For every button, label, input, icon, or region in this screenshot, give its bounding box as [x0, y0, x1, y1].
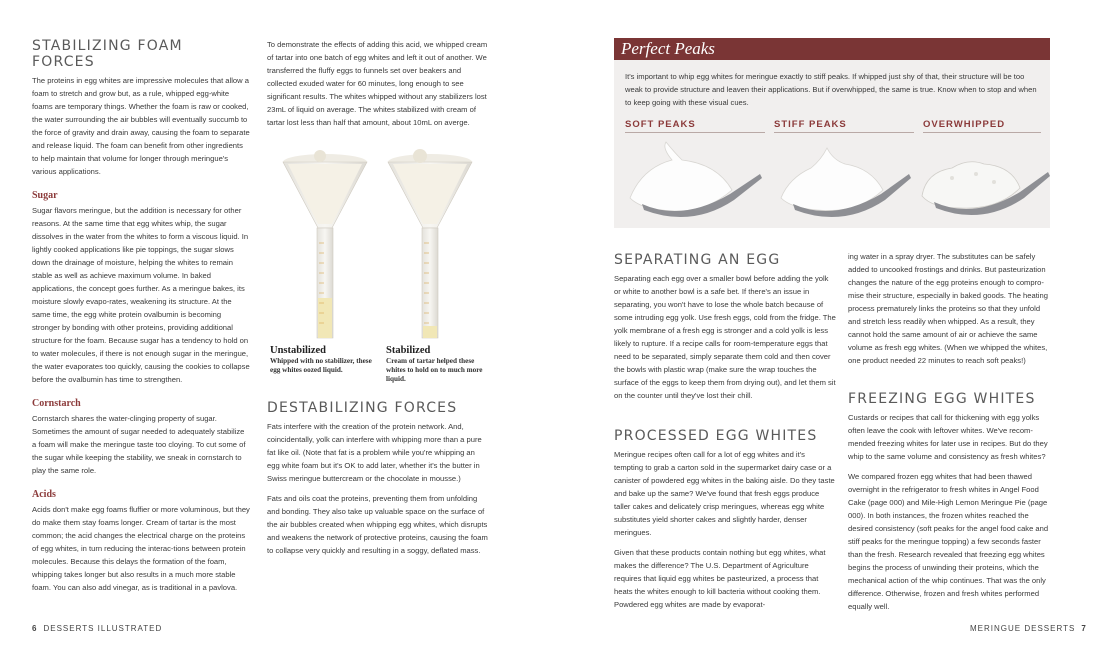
separating-text: Separating each egg over a smaller bowl before adding the yolk or white to another bowl is a safe bet. If there's an issue in separating, you won't have to lose the whole batch because of some intruding egg yolk. Use fresh eggs, cold from the fridge. The yolk membrane of a fresh egg is stronger and a cold yolk is less likely to rupture. If a recipe calls for room-temperature eggs that need to be separated, simply separate them cold and then cover the bowls with plastic wrap (make sure the wrap touches the surface of the eggs to keep them from drying out), and let them sit on the counter until they've lost their chill. [614, 274, 836, 400]
caption-stabilized-title: Stabilized [386, 345, 431, 356]
stiff-peaks-label: STIFF PEAKS [774, 119, 847, 130]
overwhipped-rule [923, 132, 1041, 133]
sugar-heading: Sugar [32, 190, 58, 201]
soft-peaks-rule [625, 132, 765, 133]
right-running-title: MERINGUE DESSERTS [970, 624, 1076, 633]
destab-text-2: Fats and oils coat the proteins, preventing them from unfolding and bonding. They also take up valuable space on the surface of the air bubbles created when whipping egg whites, which disrupts and weakens the network of protective proteins, causing the foam to collapse very quickly and resulting in a soggy, deflated mass. [267, 494, 488, 555]
unstabilized-funnel-icon [283, 150, 367, 338]
caption-unstabilized-title: Unstabilized [270, 345, 327, 356]
left-column-2-intro [267, 38, 489, 136]
soft-peaks-label: SOFT PEAKS [625, 119, 696, 130]
overwhipped-spoon-icon [912, 138, 1052, 228]
separating-heading: SEPARATING AN EGG [614, 252, 781, 268]
processed-text-2: Given that these products contain nothing but egg whites, what makes the difference? The U.S. Department of Agriculture requires that liquid egg whites be pasteurized, a process that heats the whites enough to kill bacteria without cooking them. Powdered egg whites are made by evaporat- [614, 548, 826, 609]
processed-heading: PROCESSED EGG WHITES [614, 428, 818, 444]
caption-unstabilized [270, 345, 378, 375]
demo-text: To demonstrate the effects of adding this acid, we whipped cream of tartar into one batch of egg whites and left it out of another. We transferred the fluffy eggs to funnels set over beakers and collected exuded water for 60 minutes, long enough to see significant results. The whites whipped without any stabilizers lost 23mL of liquid on average. The whites stabilized with cream of tartar lost less than half that amount, about 10mL on averge. [267, 40, 488, 127]
left-column-1 [32, 38, 250, 601]
overwhipped-label: OVERWHIPPED [923, 119, 1006, 130]
sugar-text: Sugar flavors meringue, but the addition is necessary for other reasons. At the same time that egg whites whip, the sugar dissolves in the water from the whites to form a viscous liquid. In lightly cooked applications like pie toppings, the sugar slows down the drainage of moisture, helping the whites to remain stable as well as achieve maximum volume. In baked applications, the concept goes further. As a meringue bakes, its moisture slowly evapo-rates, weakening its structure. At the same time, the egg white protein ovalbumin is becoming stronger by bonding with other proteins, providing additional structure for the foam. Because sugar has a tendency to hold on to water molecules, if there is not enough sugar in the meringue, the water evaporates too quickly, causing the cookies to collapse before the ovalbumin has time to strengthen. [32, 206, 250, 384]
left-page-number: 6 [32, 624, 38, 633]
stabilizing-heading: STABILIZING FOAM FORCES [32, 38, 183, 70]
right-column-1 [614, 252, 836, 618]
freezing-text-2: We compared frozen egg whites that had been thawed overnight in the refrigerator to fresh whites in Angel Food Cake (page 000) and Mile-High Lemon Meringue Pie (page 000). In both instances, the frozen whites reached the desired consistency (soft peaks for the angel food cake and stiff peaks for the meringue topping) a few seconds faster than the fresh. Research revealed that freezing egg whites begins the process of unwinding their proteins, which the mechanical action of the whip continues. That was the only difference. Otherwise, frozen and fresh whites performed equally well. [848, 472, 1049, 611]
processed-continued-text: ing water in a spray dryer. The substitutes can be safely added to uncooked frostings and drinks. But pasteurization changes the nature of the egg proteins enough to compro-mise their structure, especially in baked goods. The heating process prematurely links the proteins so that they unfold and stretch less readily when whipped. As a result, they cannot hold the same amount of air or achieve the same volume as fresh egg whites. (When we whipped the whites, one product needed 22 minutes to reach soft peaks!) [848, 252, 1048, 365]
acids-text: Acids don't make egg foams fluffier or more voluminous, but they do make them stay foams longer. Cream of tartar is the most common; the acid changes the electrical charge on the proteins of egg whites, in turn reducing the interac-tions between protein molecules. Because this delays the formation of the foam, whipping takes longer but also results in a much more stable foam. You can also add vinegar, as is traditional in a pavlova. [32, 505, 250, 592]
caption-unstabilized-text: Whipped with no stabilizer, these egg whites oozed liquid. [270, 357, 372, 374]
right-column-2 [848, 250, 1054, 620]
cornstarch-heading: Cornstarch [32, 398, 81, 409]
funnel-photos [270, 148, 490, 340]
perfect-peaks-title: Perfect Peaks [621, 39, 715, 58]
left-column-2-destab [267, 400, 489, 564]
stabilizing-intro: The proteins in egg whites are impressive molecules that allow a foam to stretch and grow but, as a rule, whipped egg-white foams are temporary things. Whether the foam is raw or cooked, the water surrounding the air bubbles will eventually succumb to the force of gravity and drain away, causing the foam to separate and release liquid. The foam can benefit from other ingredients to help maintain that volume for longer through meringue's various applications. [32, 76, 250, 176]
stiff-peaks-spoon-icon [771, 138, 911, 228]
caption-stabilized-text: Cream of tartar helped these whites to hold on to much more liquid. [386, 357, 483, 383]
processed-text-1: Meringue recipes often call for a lot of egg whites and it's tempting to grab a carton sold in the supermarket dairy case or a canister of powdered egg whites in the baking aisle. Do they taste and bake up the same? We've found that fresh eggs produce taller cakes and delicately crisp meringues, whereas egg white substitutes yield shorter cakes and slightly harder, denser meringues. [614, 450, 835, 537]
caption-stabilized [386, 345, 486, 384]
destab-text-1: Fats interfere with the creation of the protein network. And, coincidentally, yolk can interfere with whipping more than a pure fat like oil. (Note that fat is a problem while you're whipping an egg white foam but it's OK to add later, whether it's the butter in Swiss meringue buttercream or the chocolate in mousse.) [267, 422, 482, 483]
acids-heading: Acids [32, 489, 56, 500]
right-page-number: 7 [1081, 624, 1087, 633]
freezing-heading: FREEZING EGG WHITES [848, 391, 1036, 407]
stiff-peaks-rule [774, 132, 914, 133]
perfect-peaks-box [614, 38, 1050, 228]
stabilized-funnel-icon [388, 149, 472, 338]
freezing-text-1: Custards or recipes that call for thickening with egg yolks often leave the cook with leftover whites. We've recom-mended freezing whites for later use in recipes. But do they whip to the same volume and consistency as fresh whites? [848, 413, 1048, 461]
destabilizing-heading: DESTABILIZING FORCES [267, 400, 458, 416]
perfect-peaks-text: It's important to whip egg whites for meringue exactly to stiff peaks. If whipped just shy of that, their structure will be too weak to provide structure and leaven their applications. But if overwhipped, the same is true. Know when to stop and when to keep going with these visual cues. [625, 72, 1037, 107]
left-running-title: DESSERTS ILLUSTRATED [43, 624, 163, 633]
footer-left [32, 624, 162, 633]
perfect-peaks-title-bar [614, 38, 1050, 60]
cornstarch-text: Cornstarch shares the water-clinging property of sugar. Sometimes the amount of sugar needed to adequately stabilize a foam will make the meringue taste too cloying. To cut some of the sugar while keeping the stability, we sneak in cornstarch to play the same role. [32, 414, 246, 475]
soft-peaks-spoon-icon [622, 138, 762, 228]
footer-right [970, 624, 1093, 633]
